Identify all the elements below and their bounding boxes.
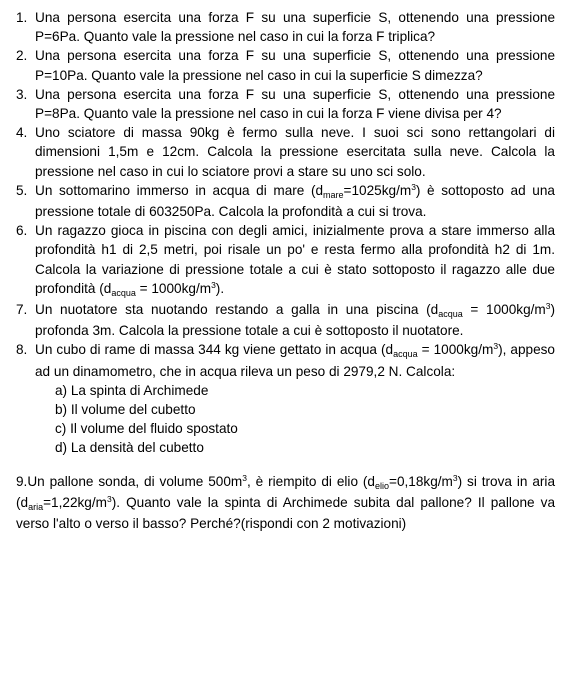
problem-number: 7.: [16, 302, 28, 318]
text-run: ).: [215, 280, 225, 296]
problem-text: [35, 223, 555, 296]
problem-text: Una persona esercita una forza F su una superficie S, ottenendo una pressione P=6Pa. Quanto vale la pressione nel caso in cui la forza F triplica?: [35, 10, 555, 45]
superscript: 3: [452, 472, 458, 483]
text-run: ), appeso ad un dinamometro, che in acqua rileva un peso di 2979,2 N. Calcola:: [35, 342, 555, 379]
problem-7: [16, 300, 555, 340]
sub-question-list: [35, 381, 555, 458]
text-run: 9.Un pallone sonda, di volume 500m: [16, 473, 243, 489]
problem-number: 3.: [16, 86, 28, 102]
superscript: 3: [493, 341, 499, 352]
superscript: 3: [211, 279, 216, 290]
problem-text: [35, 302, 555, 338]
text-run: Un cubo di rame di massa 344 kg viene gettato in acqua (d: [35, 342, 394, 358]
sub-question-b: b) Il volume del cubetto: [55, 402, 196, 418]
problem-text: Una persona esercita una forza F su una superficie S, ottenendo una pressione P=8Pa. Quanto vale la pressione nel caso in cui la forza F viene divisa per 4?: [35, 86, 555, 122]
problem-1: [16, 8, 555, 46]
problem-number: 4.: [16, 125, 28, 141]
problem-9: [16, 472, 555, 534]
text-run: ) profonda 3m. Calcola la pressione totale a cui è sottoposto il nuotatore.: [35, 302, 555, 339]
text-run: = 1000kg/m: [462, 302, 546, 318]
subscript: acqua: [393, 349, 418, 360]
subscript: acqua: [111, 287, 136, 298]
problem-number: 6.: [16, 223, 28, 239]
subscript: elio: [375, 480, 390, 491]
problem-8: [16, 340, 555, 457]
text-run: =1,22kg/m: [43, 494, 107, 510]
problem-5: [16, 181, 555, 221]
text-run: ) è sottoposto ad una pressione totale di 603250Pa. Calcola la profondità a cui si trova.: [35, 182, 555, 220]
superscript: 3: [411, 181, 416, 192]
problem-4: [16, 123, 555, 181]
subscript: acqua: [438, 309, 463, 320]
sub-question-d: d) La densità del cubetto: [55, 440, 204, 456]
problem-number: 5.: [16, 182, 28, 198]
problem-text: Una persona esercita una forza F su una superficie S, ottenendo una pressione P=10Pa. Quanto vale la pressione nel caso in cui la superficie S dimezza?: [35, 48, 555, 83]
sub-question-a: a) La spinta di Archimede: [55, 382, 209, 398]
subscript: aria: [28, 501, 44, 512]
text-run: Un sottomarino immerso in acqua di mare (d: [35, 182, 324, 198]
problem-number: 2.: [16, 48, 28, 64]
sub-question-c: c) Il volume del fluido spostato: [55, 421, 238, 437]
problem-number: 1.: [16, 10, 28, 25]
problem-list: [16, 8, 555, 458]
text-run: Un ragazzo gioca in piscina con degli amici, inizialmente prova a stare immerso alla profondità h1 di 2,5 metri, poi risale un po' e resta fermo alla profondità h2 di 1m. Calcola la variazione di pressione totale a cui è stato sottoposto il ragazzo alle due profondità (d: [35, 223, 555, 296]
problem-6: [16, 221, 555, 300]
text-run: ). Quanto vale la spinta di Archimede subita dal pallone? Il pallone va verso l'alto o verso il basso? Perché?(rispondi con 2 motivazioni): [16, 494, 555, 532]
superscript: 3: [106, 493, 112, 504]
problem-2: [16, 46, 555, 84]
problem-text: Uno sciatore di massa 90kg è fermo sulla neve. I suoi sci sono rettangolari di dimensioni 1,5m e 12cm. Calcola la pressione esercitata sulla neve. Calcola la pressione nel caso in cui lo sciatore provi a stare su uno sci solo.: [35, 125, 555, 179]
text-run: = 1000kg/m: [417, 342, 494, 358]
superscript: 3: [242, 472, 247, 483]
text-run: =1025kg/m: [343, 182, 412, 198]
subscript: mare: [323, 189, 344, 200]
superscript: 3: [545, 301, 551, 312]
text-run: =0,18kg/m: [389, 473, 453, 489]
problem-text: [35, 183, 555, 219]
text-run: Un nuotatore sta nuotando restando a galla in una piscina (d: [35, 302, 439, 318]
text-run: ) si trova in aria (d: [16, 473, 556, 510]
problem-text: [35, 342, 555, 378]
text-run: , è riempito di elio (d: [247, 473, 375, 489]
problem-number: 8.: [16, 342, 28, 358]
text-run: = 1000kg/m: [135, 280, 212, 296]
problem-3: [16, 85, 555, 123]
